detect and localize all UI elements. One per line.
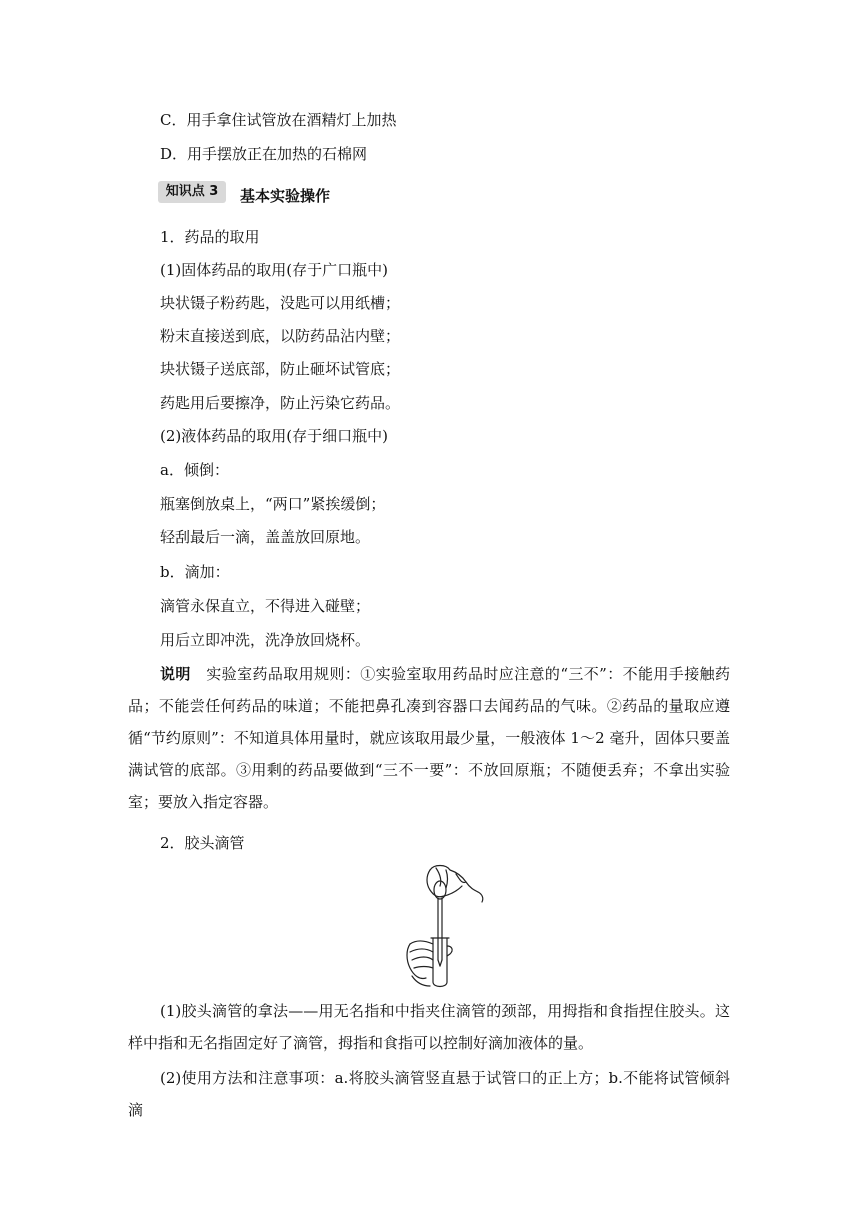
option-c: C．用手拿住试管放在酒精灯上加热 xyxy=(160,111,397,129)
pour-line: 瓶塞倒放桌上，“两口”紧挨缓倒； xyxy=(160,495,386,513)
solid-line: 药匙用后要擦净，防止污染它药品。 xyxy=(160,394,401,412)
drop-line: 用后立即冲洗，洗净放回烧杯。 xyxy=(160,631,371,649)
part1-heading: 1．药品的取用 xyxy=(160,228,260,246)
note-label: 说明 xyxy=(160,665,191,683)
solid-heading: (1)固体药品的取用(存于广口瓶中) xyxy=(160,261,388,279)
liquid-heading: (2)液体药品的取用(存于细口瓶中) xyxy=(160,427,388,445)
section-title: 基本实验操作 xyxy=(240,187,331,205)
dropper-hold-paragraph: (1)胶头滴管的拿法——用无名指和中指夹住滴管的颈部，用拇指和食指捏住胶头。这样中指和无名指固定好了滴管，拇指和食指可以控制好滴加液体的量。 xyxy=(128,1002,730,1052)
note-paragraph xyxy=(128,658,730,818)
option-d: D．用手摆放正在加热的石棉网 xyxy=(160,145,368,163)
solid-line: 块状镊子粉药匙，没匙可以用纸槽； xyxy=(160,294,401,312)
dropper-usage-paragraph: (2)使用方法和注意事项：a.将胶头滴管竖直悬于试管口的正上方；b.不能将试管倾斜滴 xyxy=(128,1069,730,1119)
pour-label: a．倾倒： xyxy=(160,461,229,479)
section-tag: 知识点 3 xyxy=(158,181,226,203)
note-text: 实验室药品取用规则：①实验室取用药品时应注意的“三不”：不能用手接触药品；不能尝任何药品的味道；不能把鼻孔凑到容器口去闻药品的气味。②药品的量取应遵循“节约原则”：不知道具体用量时，就应该取用最少量，一般液体 1～2 毫升，固体只要盖满试管的底部。③用剩的药品要做到“三不一要”：不放回原瓶；不随便丢弃；不拿出实验室；要放入指定容器。 xyxy=(128,665,730,811)
solid-line: 粉末直接送到底，以防药品沾内壁； xyxy=(160,327,401,345)
part2-heading: 2．胶头滴管 xyxy=(160,834,245,852)
dropper-hands-figure xyxy=(400,860,490,990)
drop-label: b．滴加： xyxy=(160,563,230,581)
drop-line: 滴管永保直立，不得进入碰壁； xyxy=(160,597,371,615)
pour-line: 轻刮最后一滴，盖盖放回原地。 xyxy=(160,528,371,546)
solid-line: 块状镊子送底部，防止砸坏试管底； xyxy=(160,360,401,378)
